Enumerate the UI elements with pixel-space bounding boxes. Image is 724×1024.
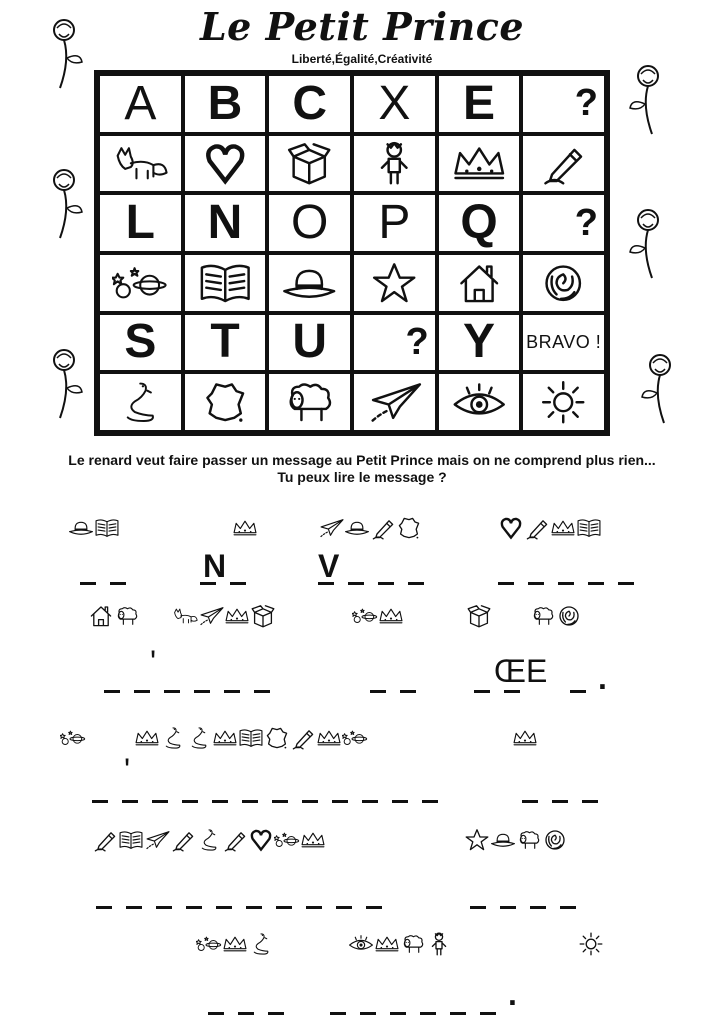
grid-cell-letter xyxy=(183,193,268,253)
answer-blank xyxy=(216,906,232,909)
answer-blank xyxy=(504,690,520,693)
answer-blanks xyxy=(330,1012,510,1015)
answer-blank xyxy=(238,1012,254,1015)
answer-blank xyxy=(470,906,486,909)
coded-word xyxy=(60,726,86,750)
answer-blanks xyxy=(522,800,612,803)
answer-blank xyxy=(332,800,348,803)
sheep-icon xyxy=(114,604,140,628)
coded-word xyxy=(196,932,274,956)
answer-blanks xyxy=(570,690,600,693)
grid-cell-letter xyxy=(437,313,522,373)
planets-icon xyxy=(342,726,368,750)
rose-decoration-icon xyxy=(620,56,670,136)
crown-icon xyxy=(134,726,160,750)
snake-icon xyxy=(160,726,186,750)
plane-icon xyxy=(198,604,224,628)
book-icon xyxy=(185,255,266,311)
grid-cell-sheep xyxy=(267,372,352,432)
grid-cell-letter xyxy=(267,193,352,253)
answer-blank xyxy=(96,906,112,909)
pen-icon xyxy=(290,726,316,750)
question-mark: ? xyxy=(405,320,429,363)
answer-blank xyxy=(370,690,386,693)
hint-apostrophe: ' xyxy=(150,644,157,680)
crown-icon xyxy=(300,828,326,852)
box-icon xyxy=(269,136,350,192)
hat-icon xyxy=(490,828,516,852)
cipher-letter: X xyxy=(378,76,411,130)
answer-blank xyxy=(122,800,138,803)
rose-decoration-icon xyxy=(620,200,670,280)
hint-period: . xyxy=(508,976,517,1012)
answer-blank xyxy=(182,800,198,803)
answer-blank xyxy=(268,1012,284,1015)
snake-icon xyxy=(100,374,181,430)
answer-blank xyxy=(134,690,150,693)
pen-icon xyxy=(170,828,196,852)
box-icon xyxy=(466,604,492,628)
crown-icon xyxy=(224,604,250,628)
answer-blank xyxy=(348,582,364,585)
grid-cell-book xyxy=(183,253,268,313)
sheep-icon xyxy=(516,828,542,852)
grid-cell-letter xyxy=(183,313,268,373)
coded-word xyxy=(134,726,368,750)
pen-icon xyxy=(222,828,248,852)
grid-cell-pen xyxy=(521,134,606,194)
coded-word xyxy=(512,726,538,750)
planets-icon xyxy=(60,726,86,750)
code-grid xyxy=(94,70,610,436)
grid-cell-question xyxy=(521,74,606,134)
answer-blank xyxy=(360,1012,376,1015)
answer-blank xyxy=(246,906,262,909)
answer-blank xyxy=(362,800,378,803)
sun-icon xyxy=(578,932,604,956)
answer-blanks xyxy=(370,690,430,693)
coded-word xyxy=(466,604,492,628)
answer-blank xyxy=(336,906,352,909)
answer-blank xyxy=(522,800,538,803)
answer-blank xyxy=(212,800,228,803)
motto: Liberté,Égalité,Créativité xyxy=(291,52,433,66)
answer-blank xyxy=(420,1012,436,1015)
plane-icon xyxy=(318,516,344,540)
heart-icon xyxy=(498,516,524,540)
cipher-letter: N xyxy=(207,196,243,250)
rose-icon xyxy=(542,828,568,852)
planets-icon xyxy=(196,932,222,956)
grid-cell-letter xyxy=(267,313,352,373)
answer-blank xyxy=(400,690,416,693)
crown-icon xyxy=(439,136,520,192)
coded-word xyxy=(88,604,140,628)
house-icon xyxy=(439,255,520,311)
answer-blank xyxy=(498,582,514,585)
france-icon xyxy=(185,374,266,430)
grid-cell-question xyxy=(521,193,606,253)
answer-blank xyxy=(408,582,424,585)
crown-icon xyxy=(212,726,238,750)
grid-cell-letter xyxy=(183,74,268,134)
planets-icon xyxy=(352,604,378,628)
answer-blank xyxy=(330,1012,346,1015)
page-title: Le Petit Prince xyxy=(199,4,525,49)
grid-cell-plane xyxy=(352,372,437,432)
answer-blanks xyxy=(104,690,284,693)
answer-blank xyxy=(230,582,246,585)
grid-cell-rose xyxy=(521,253,606,313)
cipher-letter: Y xyxy=(462,315,495,369)
question-mark: ? xyxy=(574,82,598,125)
answer-blank xyxy=(480,1012,496,1015)
house-icon xyxy=(88,604,114,628)
grid-cell-heart xyxy=(183,134,268,194)
answer-blank xyxy=(392,800,408,803)
pen-icon xyxy=(524,516,550,540)
answer-blank xyxy=(582,800,598,803)
bravo-text: BRAVO ! xyxy=(526,331,602,352)
grid-cell-planets xyxy=(98,253,183,313)
answer-blanks xyxy=(470,906,590,909)
grid-cell-question xyxy=(352,313,437,373)
grid-cell-france xyxy=(183,372,268,432)
rose-decoration-icon xyxy=(42,340,92,420)
hint-letter: V xyxy=(318,548,340,584)
answer-blank xyxy=(164,690,180,693)
grid-cell-box xyxy=(267,134,352,194)
hint-letters: ŒE xyxy=(494,653,548,689)
answer-blank xyxy=(618,582,634,585)
answer-blanks xyxy=(92,800,452,803)
answer-blank xyxy=(588,582,604,585)
rose-decoration-icon xyxy=(42,10,92,90)
fox-icon xyxy=(172,604,198,628)
cipher-letter: T xyxy=(210,315,240,369)
answer-blank xyxy=(366,906,382,909)
rose-icon xyxy=(556,604,582,628)
crown-icon xyxy=(512,726,538,750)
grid-cell-letter xyxy=(352,193,437,253)
eye-icon xyxy=(439,374,520,430)
answer-blank xyxy=(80,582,96,585)
pen-icon xyxy=(370,516,396,540)
coded-word xyxy=(352,604,404,628)
pen-icon xyxy=(92,828,118,852)
hat-icon xyxy=(344,516,370,540)
answer-blank xyxy=(186,906,202,909)
grid-cell-prince xyxy=(352,134,437,194)
grid-cell-letter xyxy=(267,74,352,134)
answer-blank xyxy=(558,582,574,585)
cipher-letter: E xyxy=(462,76,495,130)
answer-blank xyxy=(156,906,172,909)
book-icon xyxy=(118,828,144,852)
box-icon xyxy=(250,604,276,628)
answer-blank xyxy=(92,800,108,803)
france-icon xyxy=(264,726,290,750)
answer-blank xyxy=(378,582,394,585)
cipher-letter: S xyxy=(124,315,157,369)
star-icon xyxy=(464,828,490,852)
grid-cell-fox xyxy=(98,134,183,194)
grid-cell-bravo xyxy=(521,313,606,373)
book-icon xyxy=(576,516,602,540)
planets-icon xyxy=(100,255,181,311)
cipher-letter: P xyxy=(378,196,411,250)
grid-cell-sun xyxy=(521,372,606,432)
book-icon xyxy=(94,516,120,540)
prince-icon xyxy=(426,932,452,956)
cipher-letter: Q xyxy=(460,196,498,250)
rose-icon xyxy=(523,255,604,311)
answer-blank xyxy=(450,1012,466,1015)
crown-icon xyxy=(550,516,576,540)
planets-icon xyxy=(274,828,300,852)
crown-icon xyxy=(378,604,404,628)
answer-blank xyxy=(242,800,258,803)
crown-icon xyxy=(222,932,248,956)
cipher-letter: O xyxy=(290,196,329,250)
crown-icon xyxy=(316,726,342,750)
answer-blank xyxy=(422,800,438,803)
answer-blank xyxy=(276,906,292,909)
crown-icon xyxy=(232,516,258,540)
heart-icon xyxy=(185,136,266,192)
grid-cell-letter xyxy=(98,193,183,253)
grid-cell-letter xyxy=(352,74,437,134)
sheep-icon xyxy=(530,604,556,628)
answer-blanks xyxy=(80,582,140,585)
snake-icon xyxy=(196,828,222,852)
grid-cell-snake xyxy=(98,372,183,432)
answer-blanks xyxy=(474,690,534,693)
snake-icon xyxy=(186,726,212,750)
grid-cell-eye xyxy=(437,372,522,432)
coded-word xyxy=(68,516,120,540)
answer-blank xyxy=(474,690,490,693)
grid-cell-letter xyxy=(98,313,183,373)
answer-blank xyxy=(528,582,544,585)
grid-cell-star xyxy=(352,253,437,313)
answer-blanks xyxy=(96,906,396,909)
heart-icon xyxy=(248,828,274,852)
book-icon xyxy=(238,726,264,750)
grid-cell-house xyxy=(437,253,522,313)
hat-icon xyxy=(68,516,94,540)
answer-blank xyxy=(272,800,288,803)
answer-blanks xyxy=(498,582,648,585)
instructions xyxy=(0,452,724,486)
answer-blank xyxy=(560,906,576,909)
eye-icon xyxy=(348,932,374,956)
snake-icon xyxy=(248,932,274,956)
answer-blank xyxy=(570,690,586,693)
answer-blank xyxy=(500,906,516,909)
coded-word xyxy=(92,828,326,852)
instructions-line-1: Le renard veut faire passer un message au Petit Prince mais on ne comprend plus rien... xyxy=(68,452,656,468)
answer-blank xyxy=(208,1012,224,1015)
cipher-letter: B xyxy=(207,76,243,130)
pen-icon xyxy=(523,136,604,192)
coded-word xyxy=(498,516,602,540)
sun-icon xyxy=(523,374,604,430)
question-mark: ? xyxy=(574,201,598,244)
grid-cell-hat xyxy=(267,253,352,313)
crown-icon xyxy=(374,932,400,956)
star-icon xyxy=(354,255,435,311)
coded-word xyxy=(172,604,276,628)
cipher-letter: C xyxy=(292,76,327,130)
answer-blank xyxy=(224,690,240,693)
answer-blank xyxy=(104,690,120,693)
sheep-icon xyxy=(269,374,350,430)
answer-blank xyxy=(254,690,270,693)
answer-blanks xyxy=(208,1012,298,1015)
answer-blank xyxy=(110,582,126,585)
fox-icon xyxy=(100,136,181,192)
answer-blank xyxy=(302,800,318,803)
hint-letter: N xyxy=(203,548,227,584)
sheep-icon xyxy=(400,932,426,956)
answer-blank xyxy=(530,906,546,909)
coded-word xyxy=(464,828,568,852)
plane-icon xyxy=(354,374,435,430)
coded-word xyxy=(232,516,258,540)
france-icon xyxy=(396,516,422,540)
cipher-letter: U xyxy=(292,315,327,369)
answer-blank xyxy=(152,800,168,803)
answer-blank xyxy=(552,800,568,803)
rose-decoration-icon xyxy=(42,160,92,240)
rose-decoration-icon xyxy=(632,345,682,425)
grid-cell-letter xyxy=(437,74,522,134)
answer-blank xyxy=(306,906,322,909)
plane-icon xyxy=(144,828,170,852)
grid-cell-letter xyxy=(437,193,522,253)
prince-icon xyxy=(354,136,435,192)
instructions-line-2: Tu peux lire le message ? xyxy=(277,469,447,485)
coded-word xyxy=(530,604,582,628)
grid-cell-crown xyxy=(437,134,522,194)
coded-word xyxy=(318,516,422,540)
hint-apostrophe: ' xyxy=(124,752,131,788)
hint-period: . xyxy=(598,660,607,696)
grid-cell-letter xyxy=(98,74,183,134)
cipher-letter: L xyxy=(125,196,155,250)
hat-icon xyxy=(269,255,350,311)
cipher-letter: A xyxy=(124,76,157,130)
coded-word xyxy=(578,932,604,956)
coded-word xyxy=(348,932,452,956)
answer-blank xyxy=(390,1012,406,1015)
answer-blank xyxy=(194,690,210,693)
answer-blank xyxy=(126,906,142,909)
